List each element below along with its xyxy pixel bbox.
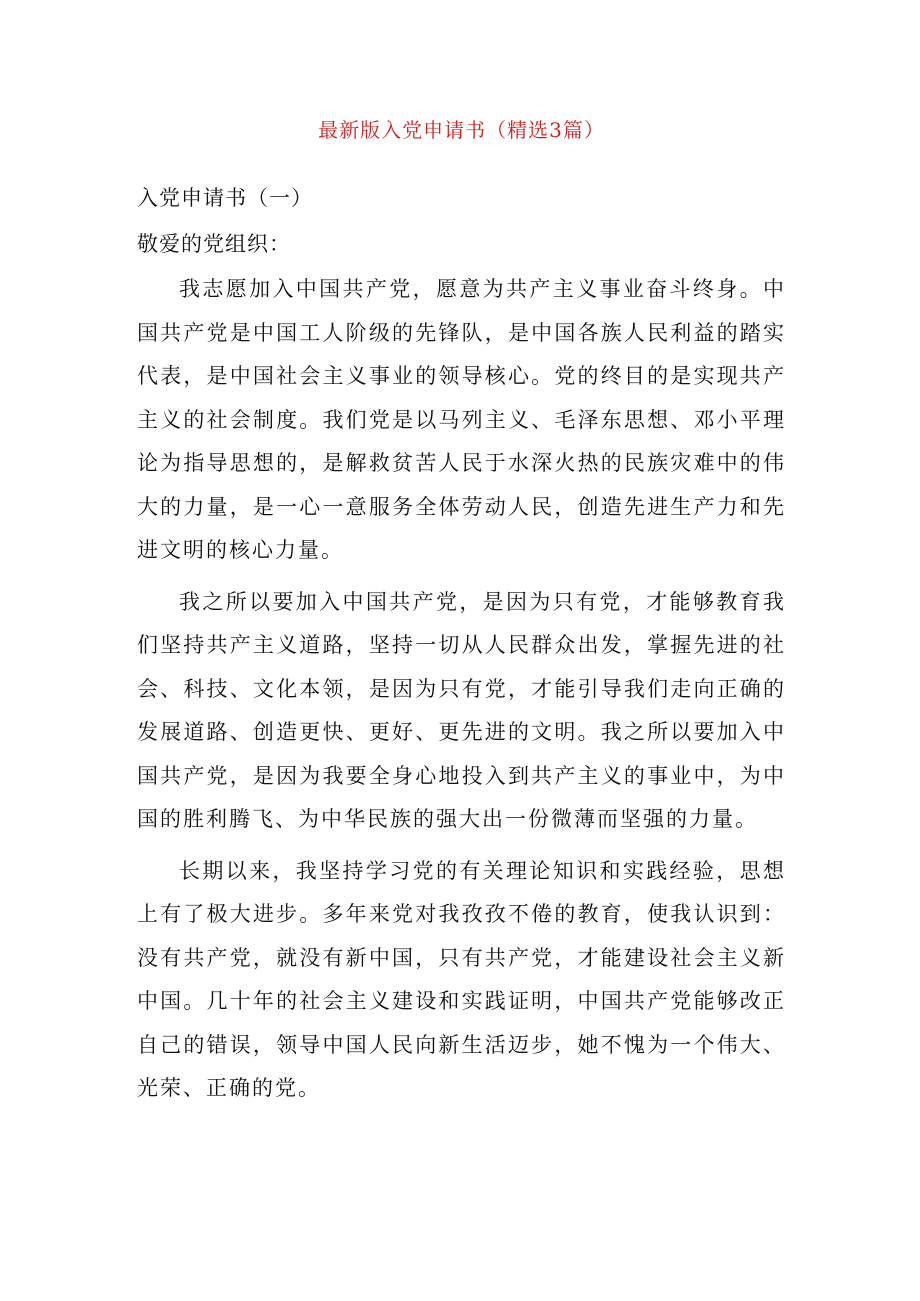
section-heading: 入党申请书（一）	[137, 186, 313, 210]
body-paragraph-1: 我志愿加入中国共产党，愿意为共产主义事业奋斗终身。中国共产党是中国工人阶级的先锋队，是中国各族人民利益的踏实代表，是中国社会主义事业的领导核心。党的终目的是实现共产主义的社会制度。我们党是以马列主义、毛泽东思想、邓小平理论为指导思想的，是解救贫苦人民于水深火热的民族灾难中的伟大的力量，是一心一意服务全体劳动人民，创造先进生产力和先进文明的核心力量。	[137, 277, 786, 562]
salutation: 敬爱的党组织：	[137, 232, 291, 256]
body-paragraph-3: 长期以来，我坚持学习党的有关理论知识和实践经验，思想上有了极大进步。多年来党对我孜孜不倦的教育，使我认识到：没有共产党，就没有新中国，只有共产党，才能建设社会主义新中国。几十年的社会主义建设和实践证明，中国共产党能够改正自己的错误，领导中国人民向新生活迈步，她不愧为一个伟大、光荣、正确的党。	[137, 858, 786, 1100]
document-title: 最新版入党申请书（精选3篇）	[318, 118, 605, 142]
body-paragraph-2: 我之所以要加入中国共产党，是因为只有党，才能够教育我们坚持共产主义道路，坚持一切从人民群众出发，掌握先进的社会、科技、文化本领，是因为只有党，才能引导我们走向正确的发展道路、创造更快、更好、更先进的文明。我之所以要加入中国共产党，是因为我要全身心地投入到共产主义的事业中，为中国的胜利腾飞、为中华民族的强大出一份微薄而坚强的力量。	[137, 589, 786, 831]
